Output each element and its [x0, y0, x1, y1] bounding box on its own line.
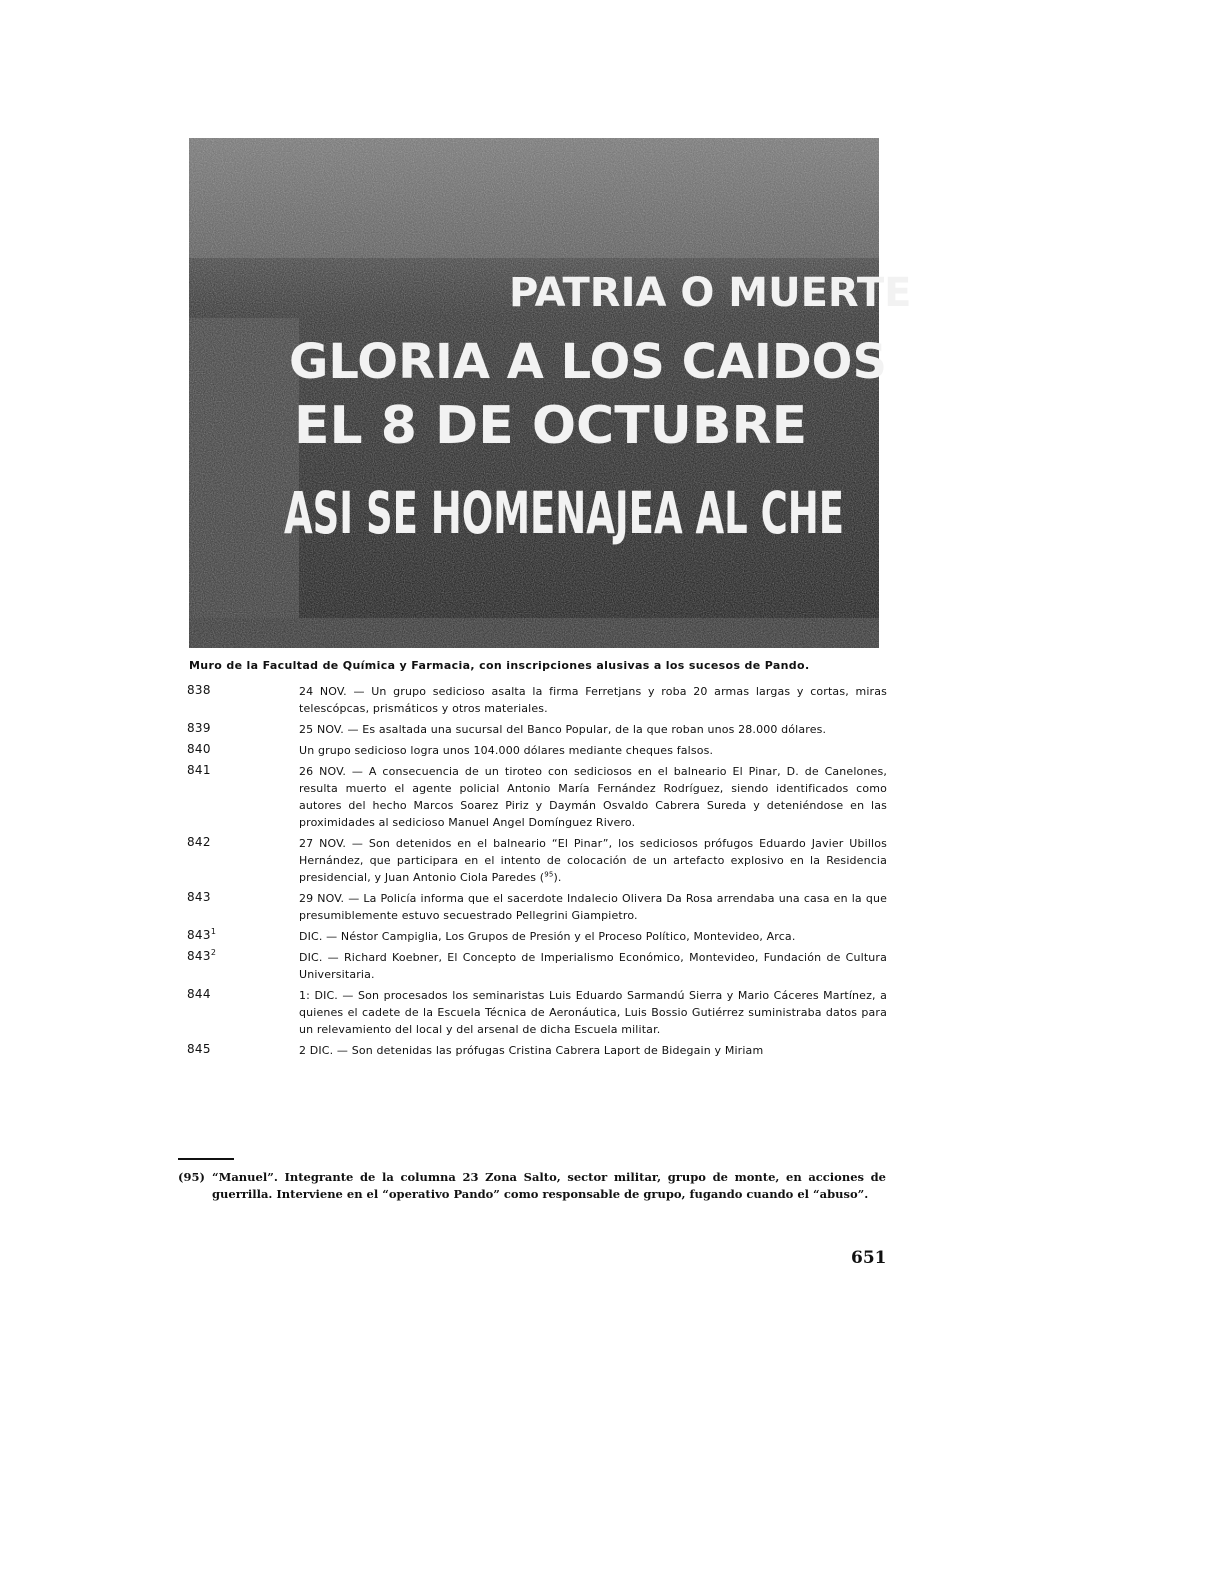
entry-text: DIC. — Richard Koebner, El Concepto de Imperialismo Económico, Montevideo, Fundación de Cultura Universitaria.: [299, 951, 887, 981]
entry-text: 26 NOV. — A consecuencia de un tiroteo con sediciosos en el balneario El Pinar, D. de Canelones, resulta muerto el agente policial Antonio María Fernández Rodríguez, siendo identificados como autores del hecho Marcos Soarez Piriz y Daymán Osvaldo Cabrera Sureda y deteniéndose en las proximidades al sedicioso Manuel Angel Domínguez Rivero.: [299, 765, 887, 829]
entry-text: Un grupo sedicioso logra unos 104.000 dólares mediante cheques falsos.: [299, 744, 714, 757]
chronology-list: [187, 683, 887, 1063]
chronology-entry: [187, 987, 887, 1038]
entry-text: 29 NOV. — La Policía informa que el sacerdote Indalecio Olivera Da Rosa arrendaba una casa en la que presumiblemente estuvo secuestrado Pellegrini Giampietro.: [299, 892, 887, 922]
photo-caption: Muro de la Facultad de Química y Farmacia, con inscripciones alusivas a los sucesos de Pando.: [189, 659, 810, 672]
chronology-entry: [187, 763, 887, 831]
chronology-entry: [187, 890, 887, 924]
entry-text: DIC. — Néstor Campiglia, Los Grupos de Presión y el Proceso Político, Montevideo, Arca.: [299, 930, 796, 943]
entry-number: 839: [187, 721, 211, 735]
entry-number: 843: [187, 890, 211, 904]
footnote-rule: [178, 1158, 234, 1160]
entry-number: 844: [187, 987, 211, 1001]
entry-text: 24 NOV. — Un grupo sedicioso asalta la firma Ferretjans y roba 20 armas largas y cortas, miras telescópcas, prismáticos y otros materiales.: [299, 685, 887, 715]
page-number: 651: [851, 1248, 887, 1268]
chronology-entry: [187, 835, 887, 886]
entry-number: 842: [187, 835, 211, 849]
entry-number: $843^1$: [187, 927, 217, 942]
entry-number: 841: [187, 763, 211, 777]
entry-text: 25 NOV. — Es asaltada una sucursal del Banco Popular, de la que roban unos 28.000 dólares.: [299, 723, 827, 736]
wall-photo-image: [189, 138, 912, 648]
wall-photo: [189, 138, 912, 648]
entry-number: 840: [187, 742, 211, 756]
entry-number: $843^2$: [187, 948, 217, 963]
footnote: [178, 1169, 886, 1203]
footnote-marker: (95): [178, 1170, 205, 1184]
chronology-entry: [187, 683, 887, 717]
footnote-text: “Manuel”. Integrante de la columna 23 Zona Salto, sector militar, grupo de monte, en acciones de guerrilla. Interviene en el “operativo Pando” como responsable de grupo, fugando cuando el “abuso”.: [212, 1170, 886, 1201]
entry-text: 2 DIC. — Son detenidas las prófugas Cristina Cabrera Laport de Bidegain y Miriam: [299, 1044, 764, 1057]
chronology-entry: [187, 949, 887, 983]
graffiti-line-2: GLORIA A LOS CAIDOS: [289, 334, 888, 390]
graffiti-line-1: PATRIA O MUERTE: [509, 270, 912, 316]
graffiti-line-3: EL 8 DE OCTUBRE: [294, 396, 808, 456]
chronology-entry: [187, 721, 887, 738]
footnote-reference: 95: [544, 870, 554, 879]
entry-text: 1: DIC. — Son procesados los seminaristas Luis Eduardo Sarmandú Sierra y Mario Cáceres Martínez, a quienes el cadete de la Escuela Técnica de Aeronáutica, Luis Bossio Gutiérrez suministraba datos para un relevamiento del local y del arsenal de dicha Escuela militar.: [299, 989, 887, 1036]
entry-number: 838: [187, 683, 211, 697]
chronology-entry: [187, 1042, 887, 1059]
chronology-entry: [187, 928, 887, 945]
entry-text: 27 NOV. — Son detenidos en el balneario “El Pinar”, los sediciosos prófugos Eduardo Javier Ubillos Hernández, que participara en el intento de colocación de un artefacto explosivo en la Residencia presidencial, y Juan Antonio Ciola Paredes ($^{95}$).: [299, 837, 887, 884]
graffiti-line-4: ASI SE HOMENAJEA AL CHE: [284, 479, 844, 547]
entry-number: 845: [187, 1042, 211, 1056]
chronology-entry: [187, 742, 887, 759]
